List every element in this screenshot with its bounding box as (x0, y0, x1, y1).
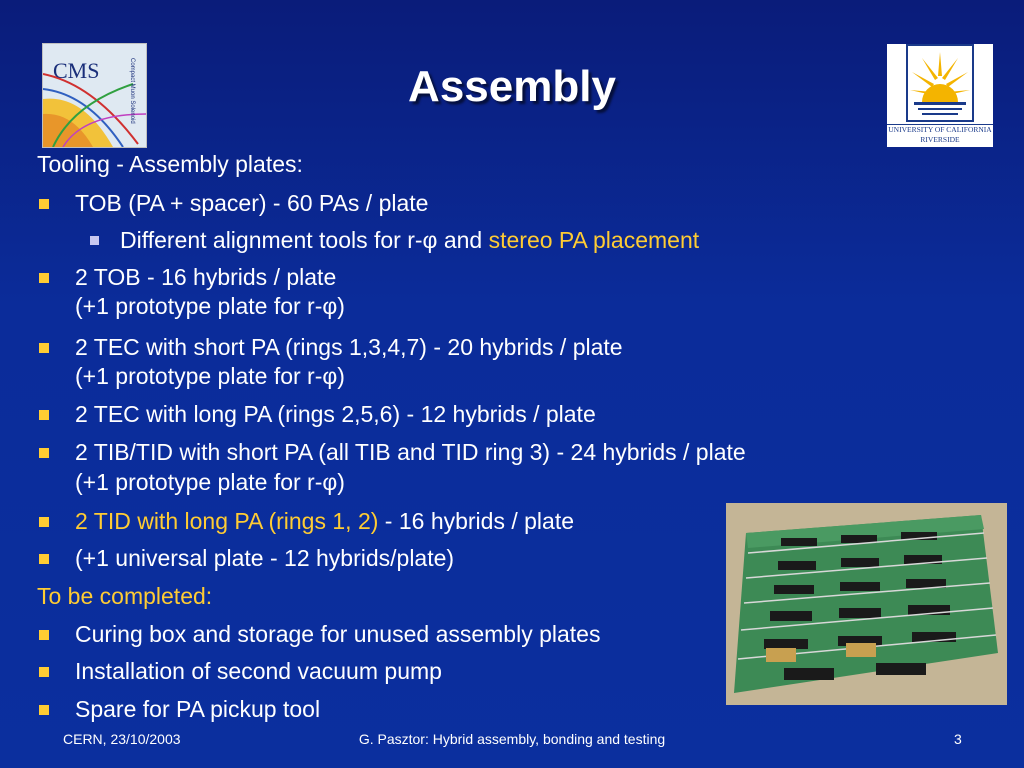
bullet-tec-long: 2 TEC with long PA (rings 2,5,6) - 12 hybrids / plate (75, 401, 596, 427)
bullet-icon (39, 517, 49, 527)
footer-page-number: 3 (954, 731, 962, 747)
bullet-2tob-line1: 2 TOB - 16 hybrids / plate (75, 264, 337, 290)
bullet-icon (39, 554, 49, 564)
heading-tooling: Tooling - Assembly plates: (37, 151, 303, 177)
todo-curing-box: Curing box and storage for unused assembly plates (75, 621, 601, 647)
bullet-2tob-line2: (+1 prototype plate for r-φ) (75, 293, 345, 319)
slide-title: Assembly (408, 62, 616, 111)
bullet-tec-short-line1: 2 TEC with short PA (rings 1,3,4,7) - 20 hybrids / plate (75, 334, 623, 360)
bullet-icon (39, 630, 49, 640)
bullet-tob: TOB (PA + spacer) - 60 PAs / plate (75, 190, 429, 216)
cms-logo-side-text: Compact Muon Solenoid (129, 58, 135, 124)
bullet-icon (39, 705, 49, 715)
bullet-tid-long-highlight: 2 TID with long PA (rings 1, 2) (75, 508, 379, 534)
bullet-icon (39, 448, 49, 458)
assembly-plate-photo (726, 503, 1007, 705)
todo-spare-pickup: Spare for PA pickup tool (75, 696, 321, 722)
bullet-tec-short-line2: (+1 prototype plate for r-φ) (75, 363, 345, 389)
sub-bullet-alignment-highlight: stereo PA placement (488, 227, 700, 253)
cms-logo-text: CMS (53, 58, 100, 83)
bullet-icon (39, 273, 49, 283)
bullet-tid-long-text: - 16 hybrids / plate (378, 508, 575, 534)
bullet-icon (39, 410, 49, 420)
heading-to-be-completed: To be completed: (37, 583, 213, 609)
footer-title: G. Pasztor: Hybrid assembly, bonding and testing (358, 731, 666, 747)
bullet-universal-plate: (+1 universal plate - 12 hybrids/plate) (75, 545, 455, 571)
ucr-name-line2: RIVERSIDE (920, 135, 960, 144)
todo-vacuum-pump: Installation of second vacuum pump (75, 658, 442, 684)
footer-date: CERN, 23/10/2003 (63, 731, 181, 747)
bullet-icon (39, 343, 49, 353)
bullet-tib-tid-line1: 2 TIB/TID with short PA (all TIB and TID ring 3) - 24 hybrids / plate (75, 439, 746, 465)
bullet-icon (39, 667, 49, 677)
ucr-name-line1: UNIVERSITY OF CALIFORNIA (888, 125, 992, 134)
bullet-tib-tid-line2: (+1 prototype plate for r-φ) (75, 469, 345, 495)
sub-bullet-alignment (120, 226, 699, 254)
bullet-tid-long (75, 507, 574, 535)
sub-bullet-alignment-text: Different alignment tools for r-φ and (120, 227, 489, 253)
bullet-icon (39, 199, 49, 209)
sub-bullet-icon (90, 236, 99, 245)
